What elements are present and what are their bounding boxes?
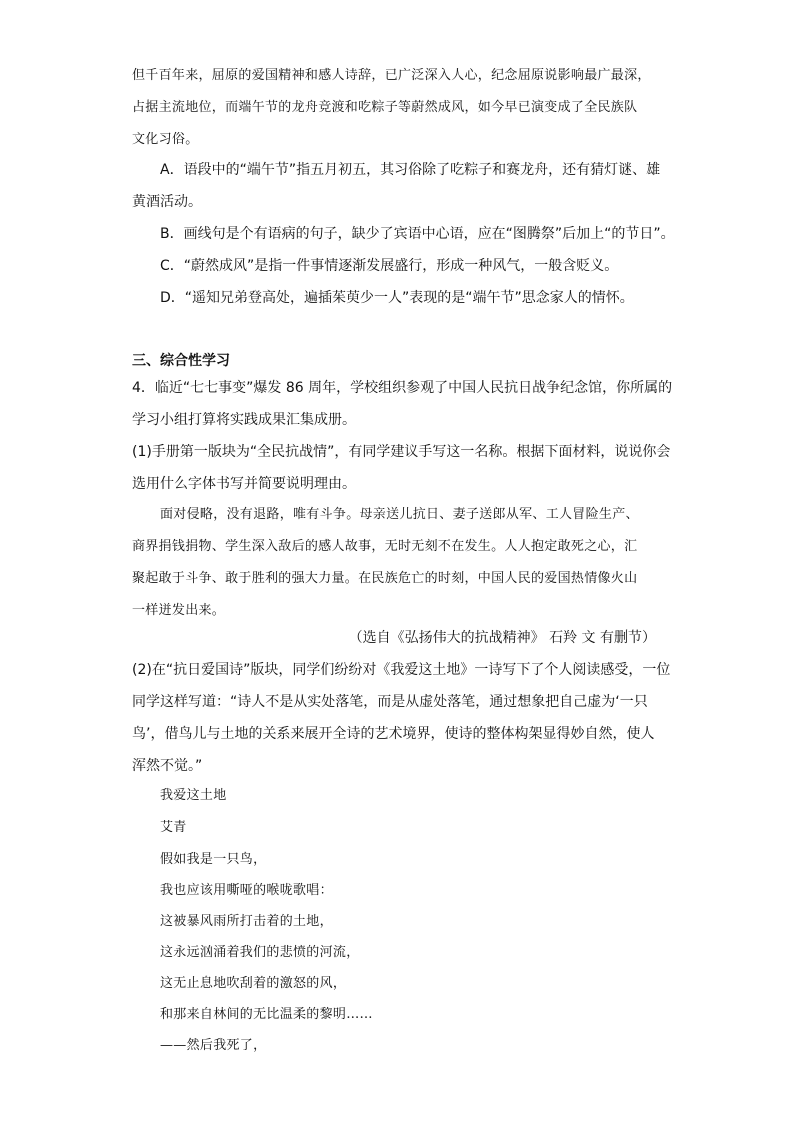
material-line: 面对侵略，没有退路，唯有斗争。母亲送儿抗日、妻子送郎从军、工人冒险生产、 — [160, 507, 639, 522]
option-a: A．语段中的“端午节”指五月初五，其习俗除了吃粽子和赛龙舟，还有猜灯谜、雄 — [160, 162, 661, 178]
question-line: 鸟’，借鸟儿与土地的关系来展开全诗的艺术境界，使诗的整体构架显得妙自然，使人 — [132, 726, 655, 742]
question-line: 浑然不觉。” — [132, 758, 203, 774]
poem-line: 我也应该用嘶哑的喉咙歌唱： — [160, 883, 333, 898]
material-line: 商界捐钱捐物、学生深入敌后的感人故事，无时无刻不在发生。人人抱定敢死之心，汇 — [132, 539, 638, 554]
option-c: C．“蔚然成风”是指一件事情逐渐发展盛行，形成一种风气，一般含贬义。 — [160, 258, 619, 274]
material-line: 聚起敢于斗争、敢于胜利的强大力量。在民族危亡的时刻，中国人民的爱国热情像火山 — [132, 571, 638, 586]
question-line: (1)手册第一版块为“全民抗战情”，有同学建议手写这一名称。根据下面材料，说说你会 — [132, 444, 671, 460]
question-line: 选用什么字体书写并简要说明理由。 — [132, 476, 356, 492]
option-d: D．“遥知兄弟登高处，遍插茱萸少一人”表现的是“端午节”思念家人的情怀。 — [160, 290, 634, 306]
option-a-cont: 黄酒活动。 — [132, 194, 202, 210]
passage-line: 但千百年来，屈原的爱国精神和感人诗辞，已广泛深入人心，纪念屈原说影响最广最深， — [132, 68, 651, 83]
passage-line: 占据主流地位，而端午节的龙舟竞渡和吃粽子等蔚然成风，如今早已演变成了全民族队 — [132, 100, 638, 115]
question-line: 学习小组打算将实践成果汇集成册。 — [132, 412, 356, 428]
poem-line: 和那来自林间的无比温柔的黎明…… — [160, 1007, 373, 1022]
poem-line: 这永远汹涌着我们的悲愤的河流， — [160, 945, 360, 960]
poem-title: 我爱这土地 — [160, 788, 227, 803]
question-line: 4．临近“七七事变”爆发 86 周年，学校组织参观了中国人民抗日战争纪念馆，你所属的 — [132, 380, 673, 396]
question-line: 同学这样写道：“诗人不是从实处落笔，而是从虚处落笔，通过想象把自己虚为‘一只 — [132, 694, 648, 710]
question-line: (2)在“抗日爱国诗”版块，同学们纷纷对《我爱这土地》一诗写下了个人阅读感受，一位 — [132, 662, 671, 678]
option-b: B．画线句是个有语病的句子，缺少了宾语中心语，应在“图腾祭”后加上“的节日”。 — [160, 226, 675, 242]
section-title: 三、综合性学习 — [132, 353, 230, 369]
material-line: 一样迸发出来。 — [132, 603, 226, 618]
poem-line: 这被暴风雨所打击着的土地， — [160, 914, 333, 929]
passage-line: 文化习俗。 — [132, 132, 199, 147]
poem-line: 假如我是一只鸟， — [160, 852, 267, 867]
poem-line: 这无止息地吹刮着的激怒的风， — [160, 976, 347, 991]
material-source: （选自《弘扬伟大的抗战精神》 石羚 文 有删节） — [348, 630, 656, 646]
poem-line: ——然后我死了， — [160, 1038, 267, 1053]
poem-author: 艾青 — [160, 820, 187, 835]
